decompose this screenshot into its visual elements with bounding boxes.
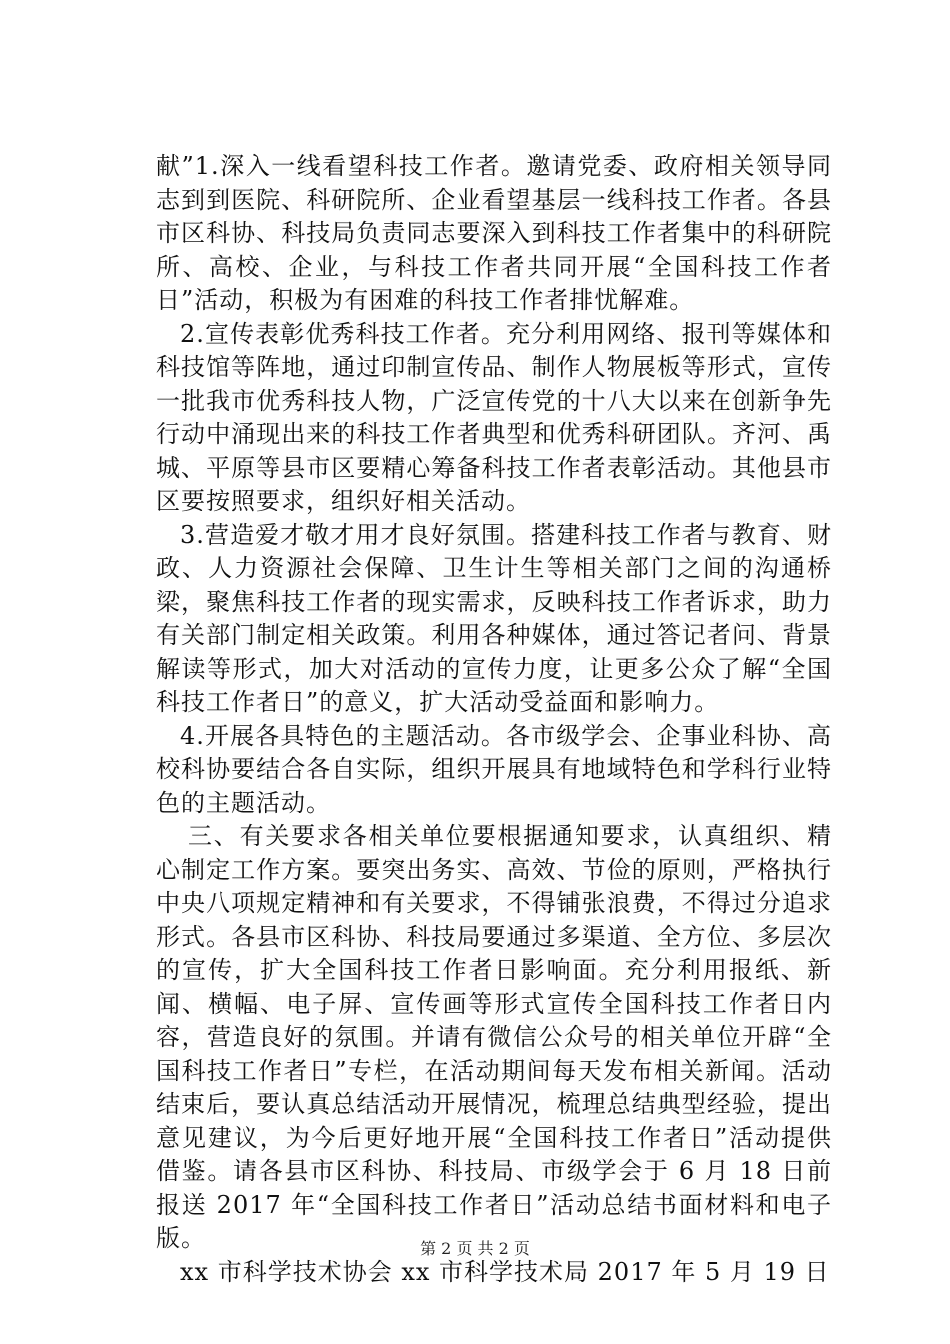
paragraph-item-1: 献”1.深入一线看望科技工作者。邀请党委、政府相关领导同志到到医院、科研院所、企业看望基层一线科技工作者。各县市区科协、科技局负责同志要深入到科技工作者集中的科研院所、高校、企业，与科技工作者共同开展“全国科技工作者日”活动，积极为有困难的科技工作者排忧解难。: [156, 152, 832, 314]
signature-line: xx 市科学技术协会 xx 市科学技术局 2017 年 5 月 19 日: [180, 1257, 830, 1286]
paragraph-item-4: 4.开展各具特色的主题活动。各市级学会、企事业科协、高校科协要结合各自实际，组织开展具有地域特色和学科行业特色的主题活动。: [156, 721, 832, 817]
requirements-paragraph: 三、有关要求各相关单位要根据通知要求，认真组织、精心制定工作方案。要突出务实、高效、节俭的原则，严格执行中央八项规定精神和有关要求，不得铺张浪费，不得过分追求形式。各县市区科协、科技局要通过多渠道、全方位、多层次的宣传，扩大全国科技工作者日影响面。充分利用报纸、新闻、横幅、电子屏、宣传画等形式宣传全国科技工作者日内容，营造良好的氛围。并请有微信公众号的相关单位开辟“全国科技工作者日”专栏，在活动期间每天发布相关新闻。活动结束后，要认真总结活动开展情况，梳理总结典型经验，提出意见建议，为今后更好地开展“全国科技工作者日”活动提供借鉴。请各县市区科协、科技局、市级学会于 6 月 18 日前报送 2017 年“全国科技工作者日”活动总结书面材料和电子版。: [156, 822, 832, 1252]
paragraph-item-3: 3.营造爱才敬才用才良好氛围。搭建科技工作者与教育、财政、人力资源社会保障、卫生计生等相关部门之间的沟通桥梁，聚焦科技工作者的现实需求，反映科技工作者诉求，助力有关部门制定相关政策。利用各种媒体，通过答记者问、背景解读等形式，加大对活动的宣传力度，让更多公众了解“全国科技工作者日”的意义，扩大活动受益面和影响力。: [156, 520, 832, 716]
paragraph-item-2: 2.宣传表彰优秀科技工作者。充分利用网络、报刊等媒体和科技馆等阵地，通过印制宣传品、制作人物展板等形式，宣传一批我市优秀科技人物，广泛宣传党的十八大以来在创新争先行动中涌现出来的科技工作者典型和优秀科研团队。齐河、禹城、平原等县市区要精心筹备科技工作者表彰活动。其他县市区要按照要求，组织好相关活动。: [156, 319, 832, 515]
document-body: [156, 150, 832, 1289]
page-number-footer: 第 2 页 共 2 页: [420, 1239, 530, 1258]
